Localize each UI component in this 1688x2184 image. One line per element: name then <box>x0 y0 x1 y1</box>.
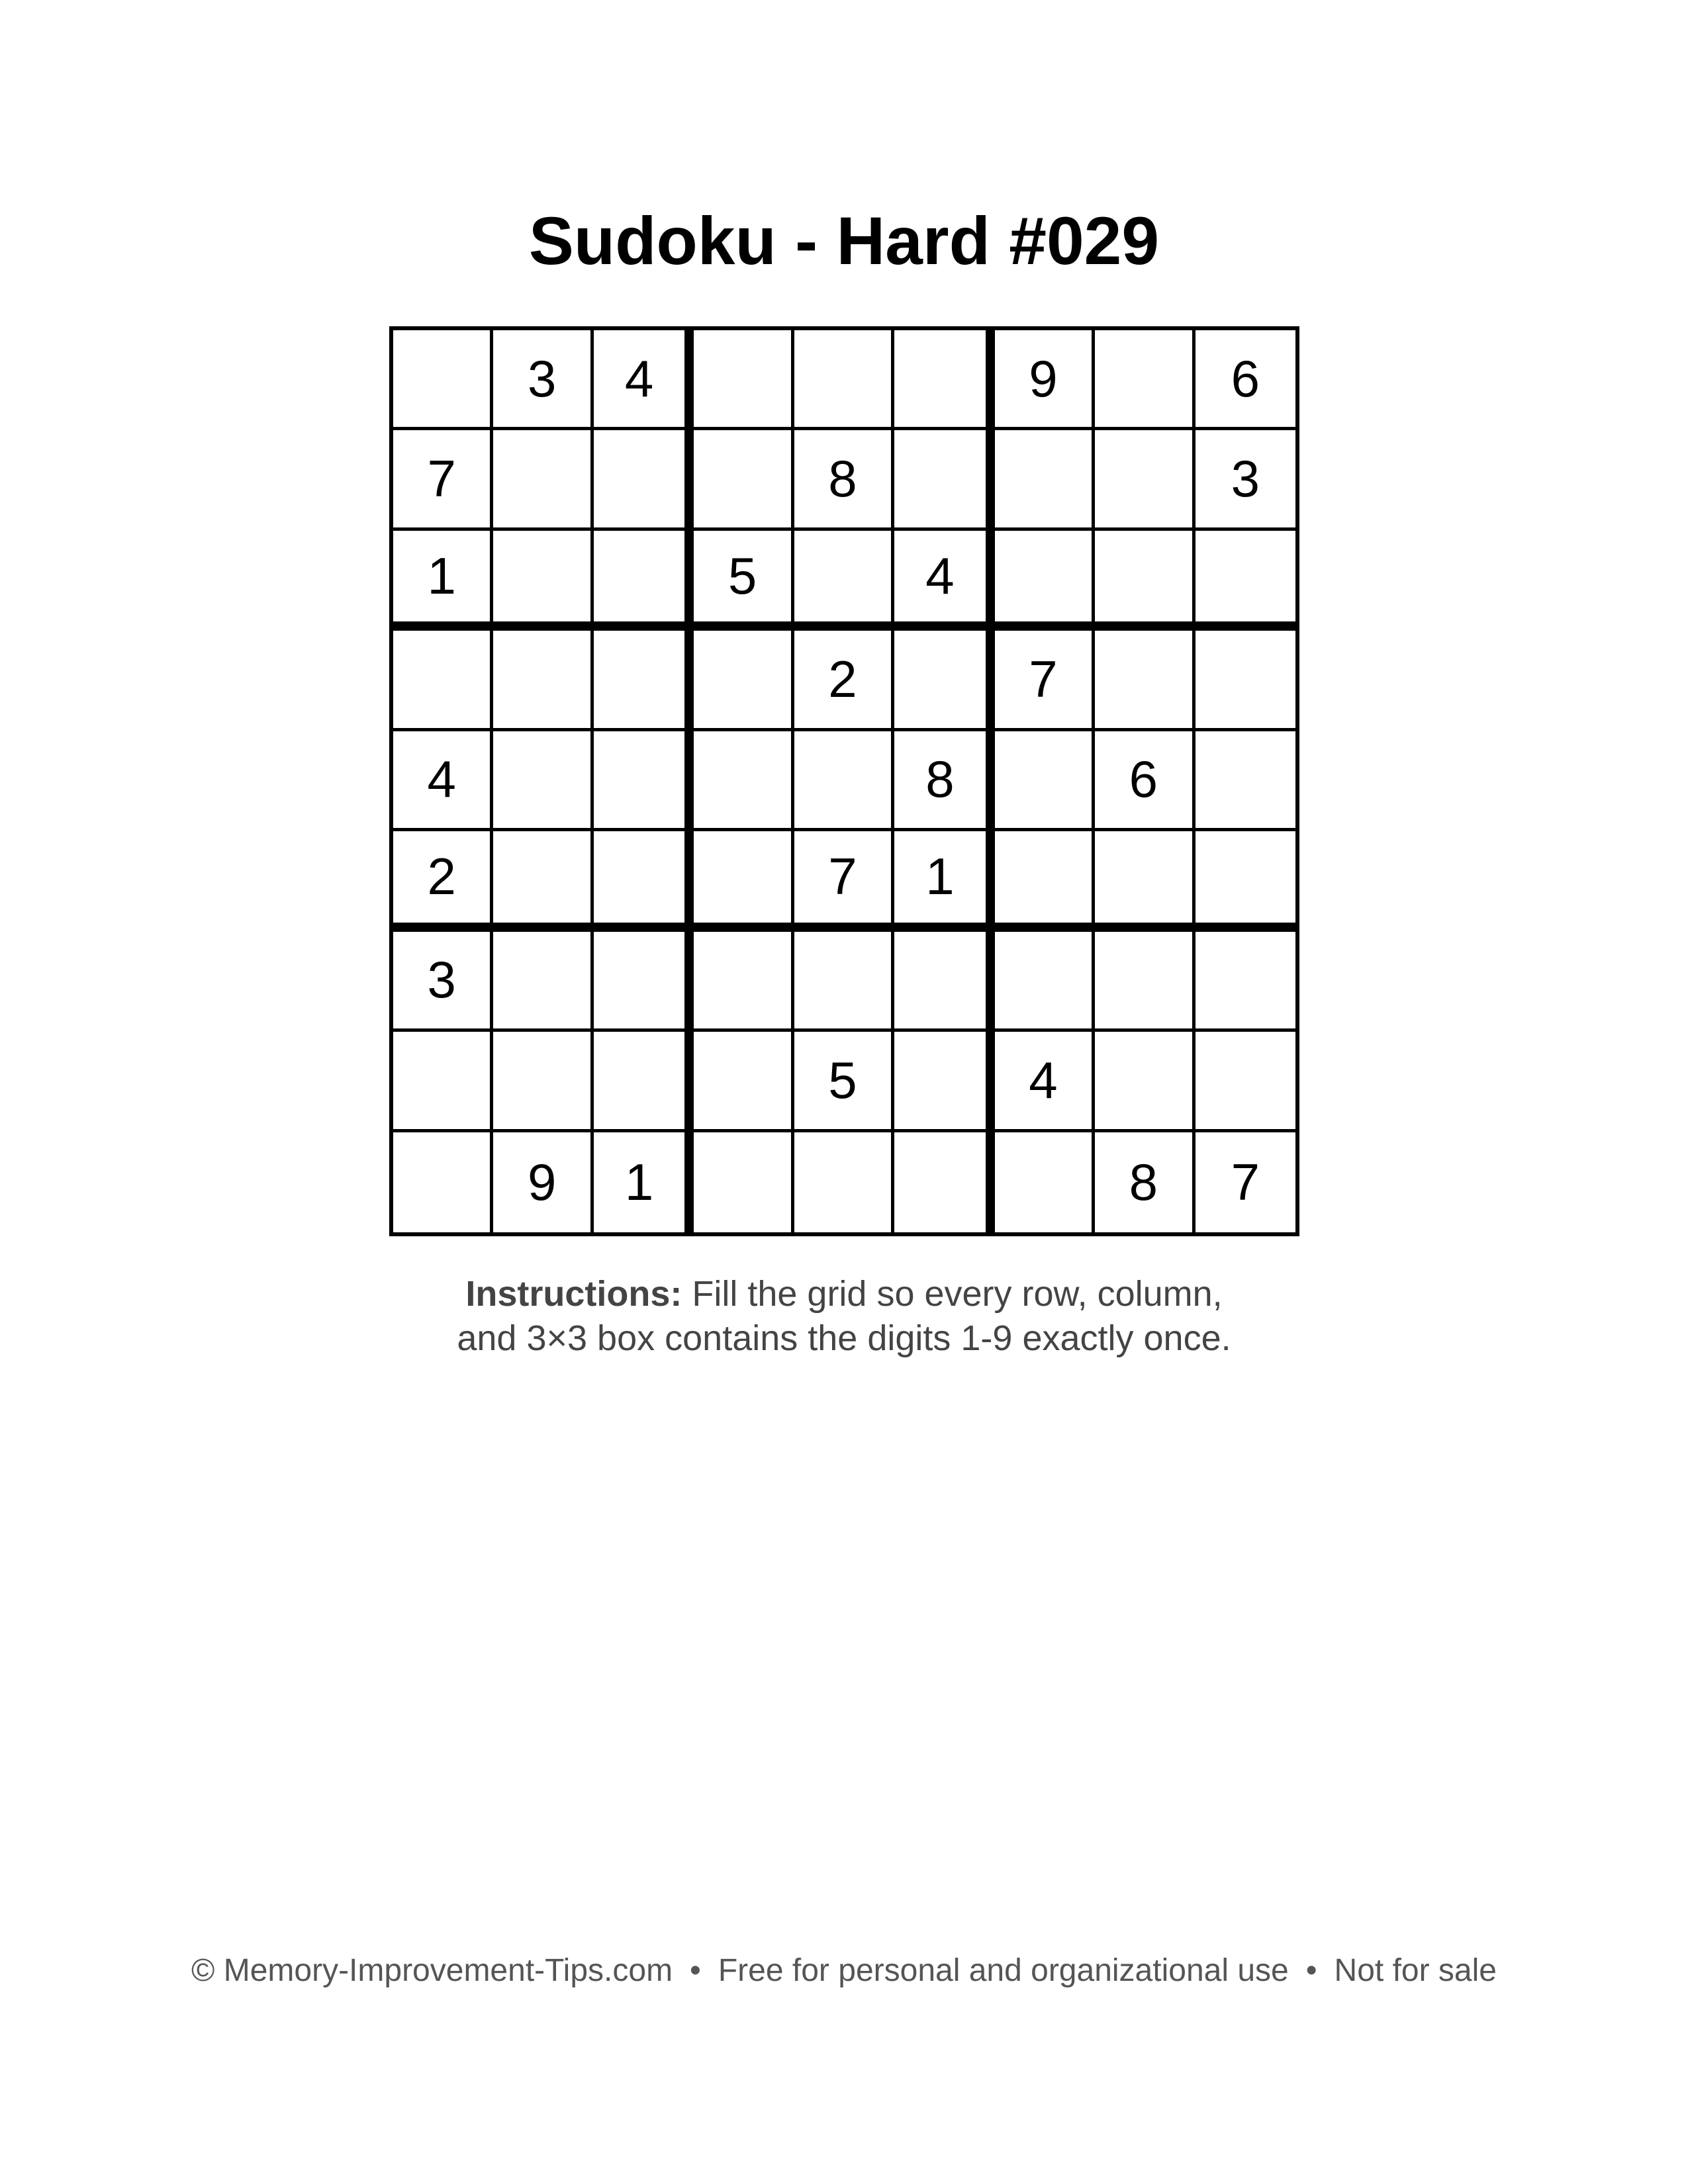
given-cell-r2c5: 8 <box>794 430 894 530</box>
empty-cell-r4c2[interactable] <box>493 631 593 731</box>
empty-cell-r3c7[interactable] <box>995 531 1095 631</box>
empty-cell-r9c6[interactable] <box>894 1132 994 1232</box>
empty-cell-r5c2[interactable] <box>493 731 593 831</box>
empty-cell-r7c4[interactable] <box>694 932 794 1032</box>
empty-cell-r8c2[interactable] <box>493 1032 593 1132</box>
given-cell-r9c2: 9 <box>493 1132 593 1232</box>
empty-cell-r2c8[interactable] <box>1095 430 1195 530</box>
empty-cell-r4c6[interactable] <box>894 631 994 731</box>
empty-cell-r1c1[interactable] <box>393 330 493 430</box>
footer-site: © Memory-Improvement-Tips.com <box>191 1953 673 1988</box>
empty-cell-r7c3[interactable] <box>594 932 694 1032</box>
empty-cell-r6c2[interactable] <box>493 831 593 931</box>
given-cell-r1c9: 6 <box>1196 330 1295 430</box>
footer <box>0 1951 1688 1991</box>
empty-cell-r4c1[interactable] <box>393 631 493 731</box>
empty-cell-r8c8[interactable] <box>1095 1032 1195 1132</box>
given-cell-r5c6: 8 <box>894 731 994 831</box>
empty-cell-r3c5[interactable] <box>794 531 894 631</box>
instructions <box>0 1272 1688 1361</box>
empty-cell-r3c3[interactable] <box>594 531 694 631</box>
given-cell-r6c6: 1 <box>894 831 994 931</box>
empty-cell-r9c5[interactable] <box>794 1132 894 1232</box>
empty-cell-r5c9[interactable] <box>1196 731 1295 831</box>
given-cell-r2c1: 7 <box>393 430 493 530</box>
empty-cell-r2c4[interactable] <box>694 430 794 530</box>
instructions-line-2: and 3×3 box contains the digits 1-9 exactly once. <box>457 1318 1231 1358</box>
given-cell-r8c7: 4 <box>995 1032 1095 1132</box>
sudoku-grid <box>389 326 1299 1236</box>
empty-cell-r4c3[interactable] <box>594 631 694 731</box>
empty-cell-r4c8[interactable] <box>1095 631 1195 731</box>
empty-cell-r3c8[interactable] <box>1095 531 1195 631</box>
empty-cell-r2c2[interactable] <box>493 430 593 530</box>
empty-cell-r8c4[interactable] <box>694 1032 794 1132</box>
empty-cell-r2c6[interactable] <box>894 430 994 530</box>
empty-cell-r8c3[interactable] <box>594 1032 694 1132</box>
instructions-lead: Instructions: <box>465 1274 682 1314</box>
given-cell-r3c4: 5 <box>694 531 794 631</box>
empty-cell-r4c4[interactable] <box>694 631 794 731</box>
given-cell-r6c1: 2 <box>393 831 493 931</box>
empty-cell-r7c2[interactable] <box>493 932 593 1032</box>
empty-cell-r4c9[interactable] <box>1196 631 1295 731</box>
given-cell-r5c8: 6 <box>1095 731 1195 831</box>
given-cell-r3c6: 4 <box>894 531 994 631</box>
empty-cell-r3c9[interactable] <box>1196 531 1295 631</box>
empty-cell-r9c4[interactable] <box>694 1132 794 1232</box>
footer-sale: Not for sale <box>1334 1953 1497 1988</box>
empty-cell-r9c1[interactable] <box>393 1132 493 1232</box>
given-cell-r5c1: 4 <box>393 731 493 831</box>
empty-cell-r7c7[interactable] <box>995 932 1095 1032</box>
given-cell-r9c3: 1 <box>594 1132 694 1232</box>
empty-cell-r1c4[interactable] <box>694 330 794 430</box>
empty-cell-r5c7[interactable] <box>995 731 1095 831</box>
given-cell-r1c7: 9 <box>995 330 1095 430</box>
empty-cell-r6c8[interactable] <box>1095 831 1195 931</box>
given-cell-r4c7: 7 <box>995 631 1095 731</box>
instructions-line-1 <box>0 1272 1688 1316</box>
empty-cell-r7c8[interactable] <box>1095 932 1195 1032</box>
given-cell-r1c3: 4 <box>594 330 694 430</box>
empty-cell-r5c5[interactable] <box>794 731 894 831</box>
given-cell-r9c9: 7 <box>1196 1132 1295 1232</box>
empty-cell-r5c4[interactable] <box>694 731 794 831</box>
given-cell-r8c5: 5 <box>794 1032 894 1132</box>
given-cell-r2c9: 3 <box>1196 430 1295 530</box>
empty-cell-r6c4[interactable] <box>694 831 794 931</box>
empty-cell-r7c5[interactable] <box>794 932 894 1032</box>
empty-cell-r1c6[interactable] <box>894 330 994 430</box>
empty-cell-r7c9[interactable] <box>1196 932 1295 1032</box>
empty-cell-r5c3[interactable] <box>594 731 694 831</box>
given-cell-r1c2: 3 <box>493 330 593 430</box>
footer-separator: • <box>690 1953 701 1988</box>
empty-cell-r6c3[interactable] <box>594 831 694 931</box>
empty-cell-r3c2[interactable] <box>493 531 593 631</box>
footer-usage: Free for personal and organizational use <box>718 1953 1289 1988</box>
empty-cell-r2c7[interactable] <box>995 430 1095 530</box>
empty-cell-r6c7[interactable] <box>995 831 1095 931</box>
given-cell-r7c1: 3 <box>393 932 493 1032</box>
given-cell-r4c5: 2 <box>794 631 894 731</box>
empty-cell-r2c3[interactable] <box>594 430 694 530</box>
page-title: Sudoku - Hard #029 <box>528 203 1160 279</box>
empty-cell-r1c5[interactable] <box>794 330 894 430</box>
given-cell-r3c1: 1 <box>393 531 493 631</box>
empty-cell-r6c9[interactable] <box>1196 831 1295 931</box>
instructions-text-1: Fill the grid so every row, column, <box>692 1274 1223 1314</box>
empty-cell-r7c6[interactable] <box>894 932 994 1032</box>
empty-cell-r8c9[interactable] <box>1196 1032 1295 1132</box>
given-cell-r9c8: 8 <box>1095 1132 1195 1232</box>
empty-cell-r8c1[interactable] <box>393 1032 493 1132</box>
empty-cell-r1c8[interactable] <box>1095 330 1195 430</box>
given-cell-r6c5: 7 <box>794 831 894 931</box>
empty-cell-r9c7[interactable] <box>995 1132 1095 1232</box>
empty-cell-r8c6[interactable] <box>894 1032 994 1132</box>
footer-separator: • <box>1305 1953 1317 1988</box>
